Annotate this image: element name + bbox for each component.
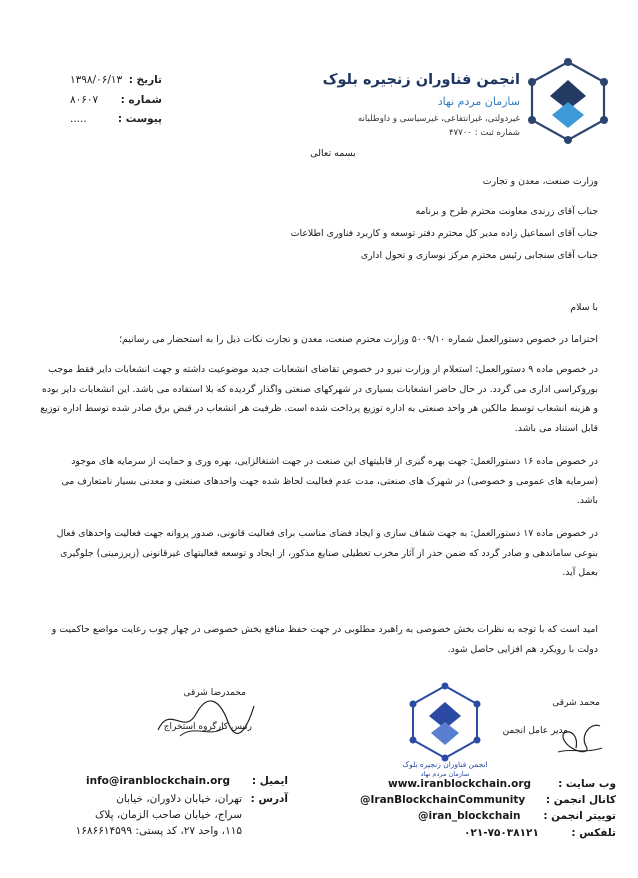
left-signer-title: رئیس کارگروه استخراج <box>163 722 252 732</box>
logo-light-diamond <box>552 102 584 128</box>
phone-value: ۰۲۱-۷۵۰۳۸۱۲۱ <box>464 827 539 839</box>
address-label: آدرس : <box>250 793 288 805</box>
number-label: شماره : <box>120 94 162 106</box>
right-signer-title: مدیر عامل انجمن <box>502 726 568 736</box>
registration-number: شماره ثبت : ۴۷۷۰۰ <box>448 128 520 138</box>
channel-link[interactable]: @IranBlockchainCommunity <box>360 794 526 806</box>
right-signer-name: محمد شرقی <box>552 698 600 708</box>
phone-label: تلفکس : <box>571 827 616 839</box>
org-subtitle: سازمان مردم نهاد <box>437 95 520 108</box>
recipient-2: جناب آقای اسماعیل زاده مدیر کل محترم دفتر توسعه و کاربرد فناوری اطلاعات <box>290 228 598 239</box>
number-value: ۸۰۶۰۷ <box>70 94 99 106</box>
recipient-1: جناب آقای زرندی معاونت محترم طرح و برنامه <box>415 206 598 217</box>
greeting: با سلام <box>570 302 598 313</box>
org-name: انجمن فناوران زنجیره بلوک <box>322 72 520 88</box>
paragraph-article-16: در خصوص ماده ۱۶ دستورالعمل: جهت بهره گیری از قابلیتهای این صنعت در جهت اشتغالزایی، بهره وری و حمایت از سرمایه های موجود (سرمایه های عمومی و خصوصی) در شهرک های صنعتی، مدت عدم فعالیت لحاظ شده جهت واحدهای صنعتی و معدنی بسیار نامتعارف می باشد. <box>61 456 598 507</box>
paragraph-article-17: در خصوص ماده ۱۷ دستورالعمل: به جهت شفاف سازی و ایجاد فضای مناسب برای فعالیت قانونی، صدور پروانه جهت فعالیت واحدهای فعال بنوعی ساماندهی و صادر گردد که ضمن حذر از آثار مخرب تعطیلی صنایع مذکور، از ایجاد و توسعه فعالیتهای غیرقانونی (زیرزمینی) جلوگیری بعمل آید. <box>56 528 598 579</box>
stamp-subtitle: سازمان مردم نهاد <box>420 770 470 778</box>
addressee: وزارت صنعت، معدن و تجارت <box>482 176 598 187</box>
org-description: غیردولتی، غیرانتفاعی، غیرسیاسی و داوطلبانه <box>357 114 520 124</box>
email-label: ایمیل : <box>251 775 288 787</box>
attachment-value: ..... <box>70 113 87 125</box>
left-signer-name: محمدرضا شرقی <box>183 688 246 698</box>
left-signature-icon <box>150 692 260 742</box>
intro-paragraph: احتراما در خصوص دستورالعمل شماره ۵۰۰۹/۱۰ وزارت محترم صنعت، معدن و تجارت نکات ذیل را به استحضار می رسانیم؛ <box>119 334 598 345</box>
date-value: ۱۳۹۸/۰۶/۱۳ <box>70 74 123 86</box>
address-line-2: سراج، خیابان صاحب الزمان، پلاک <box>94 809 242 821</box>
website-label: وب سایت : <box>558 778 616 790</box>
org-logo <box>526 58 610 144</box>
date-label: تاریخ : <box>128 74 162 86</box>
recipient-3: جناب آقای سنجابی رئیس محترم مرکز نوسازی و تحول اداری <box>360 250 598 261</box>
basmala: بسمه تعالی <box>310 148 356 159</box>
attachment-label: پیوست : <box>117 113 162 125</box>
address-line-3: ۱۱۵، واحد ۲۷، کد پستی: ۱۶۸۶۶۱۴۵۹۹ <box>75 825 242 837</box>
paragraph-article-9: در خصوص ماده ۹ دستورالعمل: استعلام از وزارت نیرو در خصوص تقاضای انشعابات جدید موضوعیت داشته و جهت انشعابات دایر فقط موجب بوروکراسی اداری می گردد. در حال حاضر انشعابات بسیاری در شهرکهای صنعتی واگذار گردیده که بلا استفاده می باشد. این انشعابات دایر بوده و هزینه انشعاب توسط مالکین هر واحد صنعتی به اداره توزیع پرداخت شده است. ظرفیت هر انشعاب در قبض برق صادر شده توسط اداره توزیع قابل استناد می باشد. <box>40 364 598 435</box>
closing-paragraph: امید است که با توجه به نظرات بخش خصوصی به راهبرد مطلوبی در جهت حفظ منافع بخش خصوصی در چهار چوب رعایت مواضع حاکمیت و دولت با رویکرد هم افزایی حاصل شود. <box>51 624 598 655</box>
twitter-link[interactable]: @iran_blockchain <box>418 810 521 822</box>
right-signature-icon <box>550 718 610 758</box>
website-link[interactable]: www.iranblockchain.org <box>388 778 532 790</box>
channel-label: کانال انجمن : <box>545 794 616 806</box>
email-link[interactable]: info@iranblockchain.org <box>86 775 230 787</box>
stamp-org-name: انجمن فناوران زنجیره بلوک <box>402 760 488 769</box>
address-line-1: تهران، خیابان دلاوران، خیابان <box>116 793 242 805</box>
twitter-label: توییتر انجمن : <box>543 810 616 822</box>
